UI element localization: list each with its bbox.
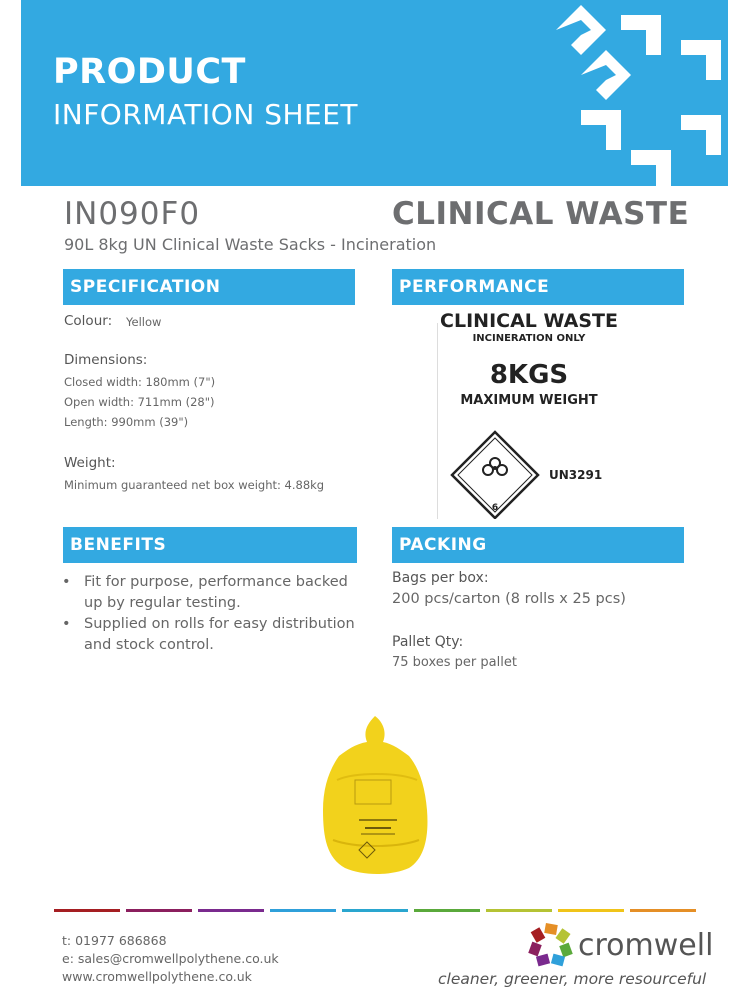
footer-web: www.cromwellpolythene.co.uk [62, 969, 252, 984]
un-code: UN3291 [549, 468, 603, 482]
weight-label: Weight: [64, 455, 116, 471]
product-code: IN090F0 [64, 196, 201, 232]
footer-color-rule [198, 909, 264, 912]
footer-color-rule [270, 909, 336, 912]
header-title: PRODUCT [53, 52, 246, 92]
dimensions-label: Dimensions: [64, 352, 148, 368]
specification-heading: SPECIFICATION [63, 269, 355, 305]
brand-name: cromwell [578, 928, 714, 963]
footer-color-rule [486, 909, 552, 912]
closed-width: Closed width: 180mm (7") [64, 375, 216, 389]
header-banner [21, 0, 728, 186]
brand-tagline: cleaner, greener, more resourceful [438, 970, 707, 988]
bullet-icon: • [62, 574, 71, 590]
pallet-value: 75 boxes per pallet [392, 655, 517, 670]
colour-value: Yellow [126, 315, 162, 329]
benefits-heading: BENEFITS [63, 527, 357, 563]
label-title: CLINICAL WASTE [440, 310, 618, 332]
cromwell-logo-icon [528, 922, 574, 968]
length: Length: 990mm (39") [64, 415, 189, 429]
footer-color-rule [54, 909, 120, 912]
footer-color-rule [342, 909, 408, 912]
label-weight-caption: MAXIMUM WEIGHT [460, 393, 598, 408]
bags-label: Bags per box: [392, 570, 489, 586]
footer-phone: t: 01977 686868 [62, 933, 167, 948]
colour-label: Colour: [64, 313, 113, 329]
product-description: 90L 8kg UN Clinical Waste Sacks - Incineration [64, 235, 437, 254]
sack-label-print [437, 305, 683, 519]
label-subtitle: INCINERATION ONLY [472, 333, 586, 344]
biohazard-diamond-icon [452, 432, 538, 518]
packing-heading: PACKING [392, 527, 684, 563]
footer-color-rule [414, 909, 480, 912]
list-item: • Fit for purpose, performance backed up by regular testing. [62, 574, 348, 611]
open-width: Open width: 711mm (28") [64, 395, 215, 409]
label-weight: 8KGS [489, 360, 569, 390]
pallet-label: Pallet Qty: [392, 634, 464, 650]
header-subtitle: INFORMATION SHEET [53, 98, 359, 131]
list-item: • Supplied on rolls for easy distribution and stock control. [62, 616, 355, 653]
star-decoration-graphic [21, 0, 728, 186]
bullet-icon: • [62, 616, 71, 632]
product-category: CLINICAL WASTE [392, 196, 690, 232]
yellow-sack-image [315, 710, 435, 880]
footer-email: e: sales@cromwellpolythene.co.uk [62, 951, 279, 966]
footer-color-rule [630, 909, 696, 912]
bags-value: 200 pcs/carton (8 rolls x 25 pcs) [392, 591, 626, 607]
footer-color-rule [558, 909, 624, 912]
hazard-class: 6 [491, 503, 499, 513]
benefits-list [62, 572, 362, 656]
weight-value: Minimum guaranteed net box weight: 4.88kg [64, 478, 325, 492]
footer-color-rule [126, 909, 192, 912]
performance-heading: PERFORMANCE [392, 269, 684, 305]
